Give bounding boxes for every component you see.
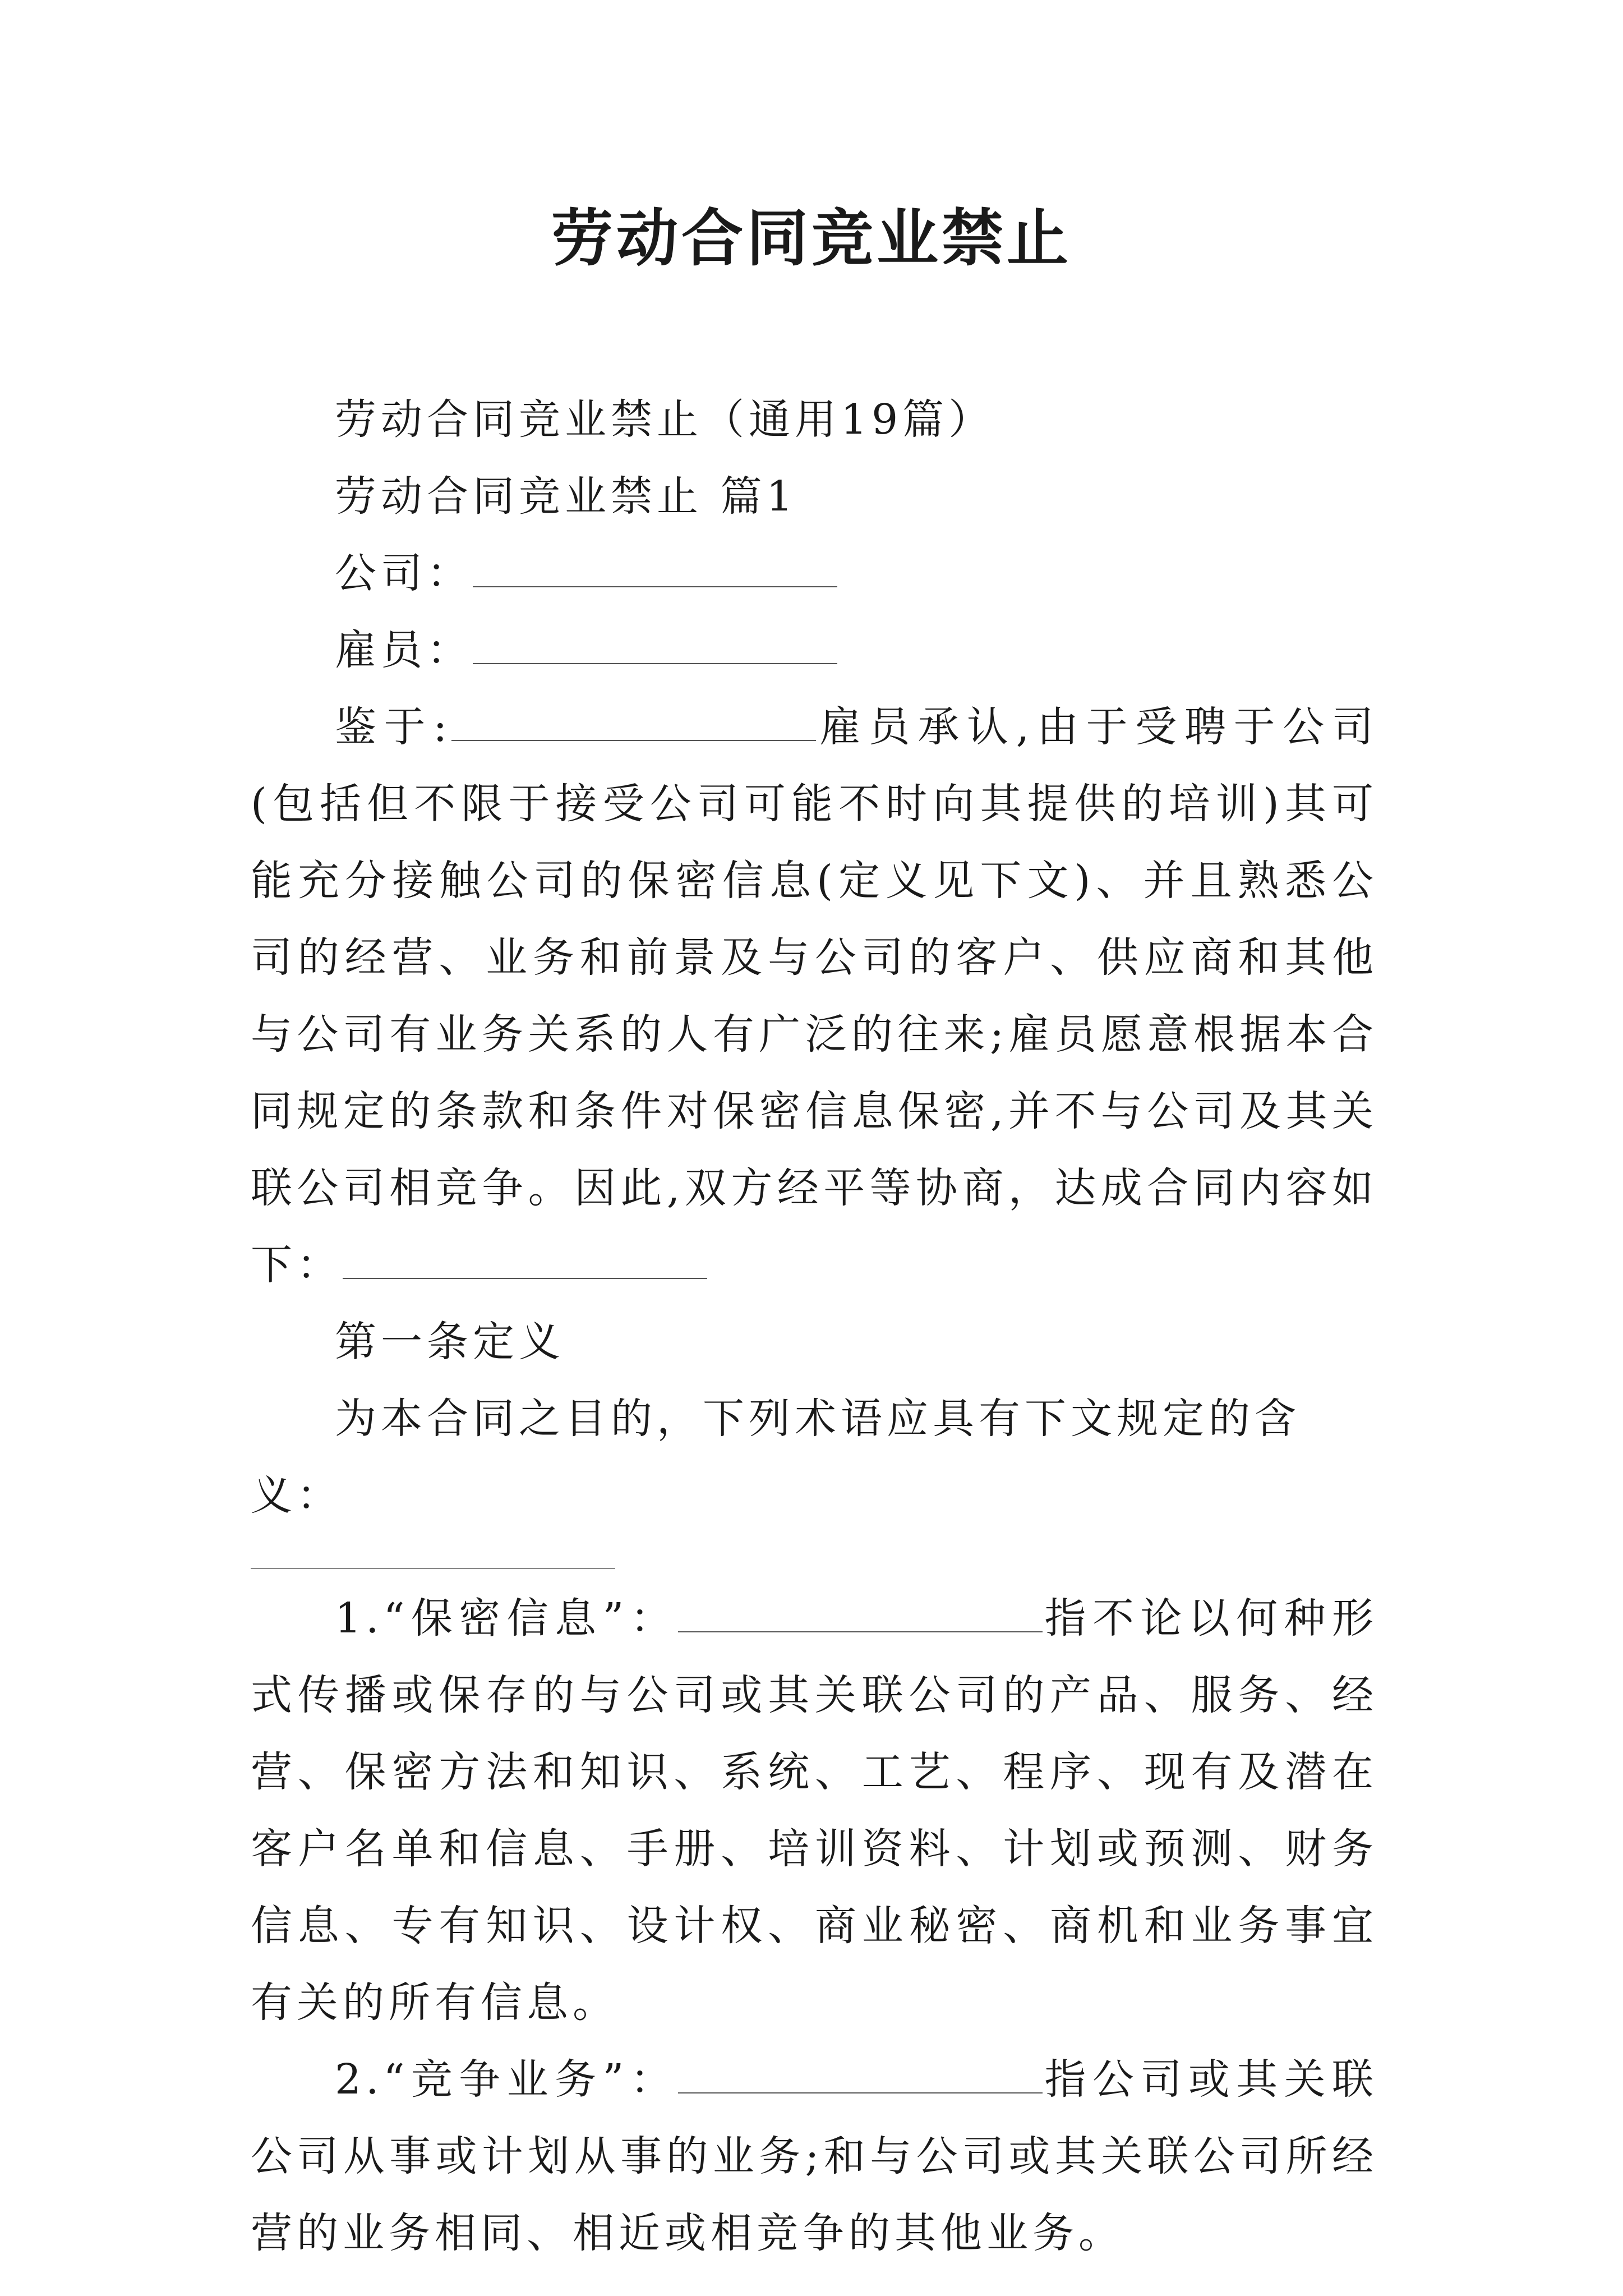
- definition-2-text: 指公司或其关联公司从事或计划从事的业务;和与公司或其关联公司所经营的业务相同、相近或相竞争的其他业务。: [251, 2055, 1378, 2257]
- definitions-intro: 为本合同之目的，下列术语应具有下文规定的含义：: [251, 1395, 1301, 1520]
- definition-1: [251, 1580, 1378, 2041]
- document-title: 劳动合同竞业禁止: [551, 202, 1072, 274]
- definition-2-label: 2.“竞争业务”：: [335, 2055, 679, 2104]
- definition-2-blank: [678, 2053, 1043, 2093]
- agreement-blank: [343, 1239, 707, 1279]
- employee-line: [251, 612, 1378, 689]
- whereas-paragraph: [251, 689, 1378, 1304]
- definition-1-text: 指不论以何种形式传播或保存的与公司或其关联公司的产品、服务、经营、保密方法和知识、系统、工艺、程序、现有及潜在客户名单和信息、手册、培训资料、计划或预测、财务信息、专有知识、设计权、商业秘密、商机和业务事宜有关的所有信息。: [251, 1594, 1378, 2027]
- article-1-heading: 第一条定义: [335, 1318, 565, 1366]
- definition-1-blank: [678, 1592, 1043, 1632]
- company-line: [251, 535, 1378, 612]
- employee-blank: [473, 624, 837, 664]
- paragraph-subtitle: 劳动合同竞业禁止（通用19篇）: [335, 395, 995, 444]
- definition-1-label: 1.“保密信息”：: [335, 1594, 679, 1642]
- whereas-text: 雇员承认,由于受聘于公司(包括但不限于接受公司可能不时向其提供的培训)其可能充分接触公司的保密信息(定义见下文)、并且熟悉公司的经营、业务和前景及与公司的客户、供应商和其他与公司有业务关系的人有广泛的往来;雇员愿意根据本合同规定的条款和条件对保密信息保密,并不与公司及其关联公司相竞争。因此,双方经平等协商，达成合同内容如下：: [251, 703, 1378, 1289]
- paragraph-section-heading: 劳动合同竞业禁止 篇1: [335, 472, 797, 521]
- definition-2: [251, 2041, 1378, 2272]
- company-label: 公司：: [335, 549, 473, 597]
- company-blank: [473, 547, 837, 587]
- whereas-label: 鉴于:: [335, 703, 452, 751]
- document-body: [251, 381, 1378, 2272]
- employee-label: 雇员：: [335, 626, 473, 674]
- whereas-blank: [451, 701, 816, 741]
- footnote-separator: [251, 1568, 615, 1569]
